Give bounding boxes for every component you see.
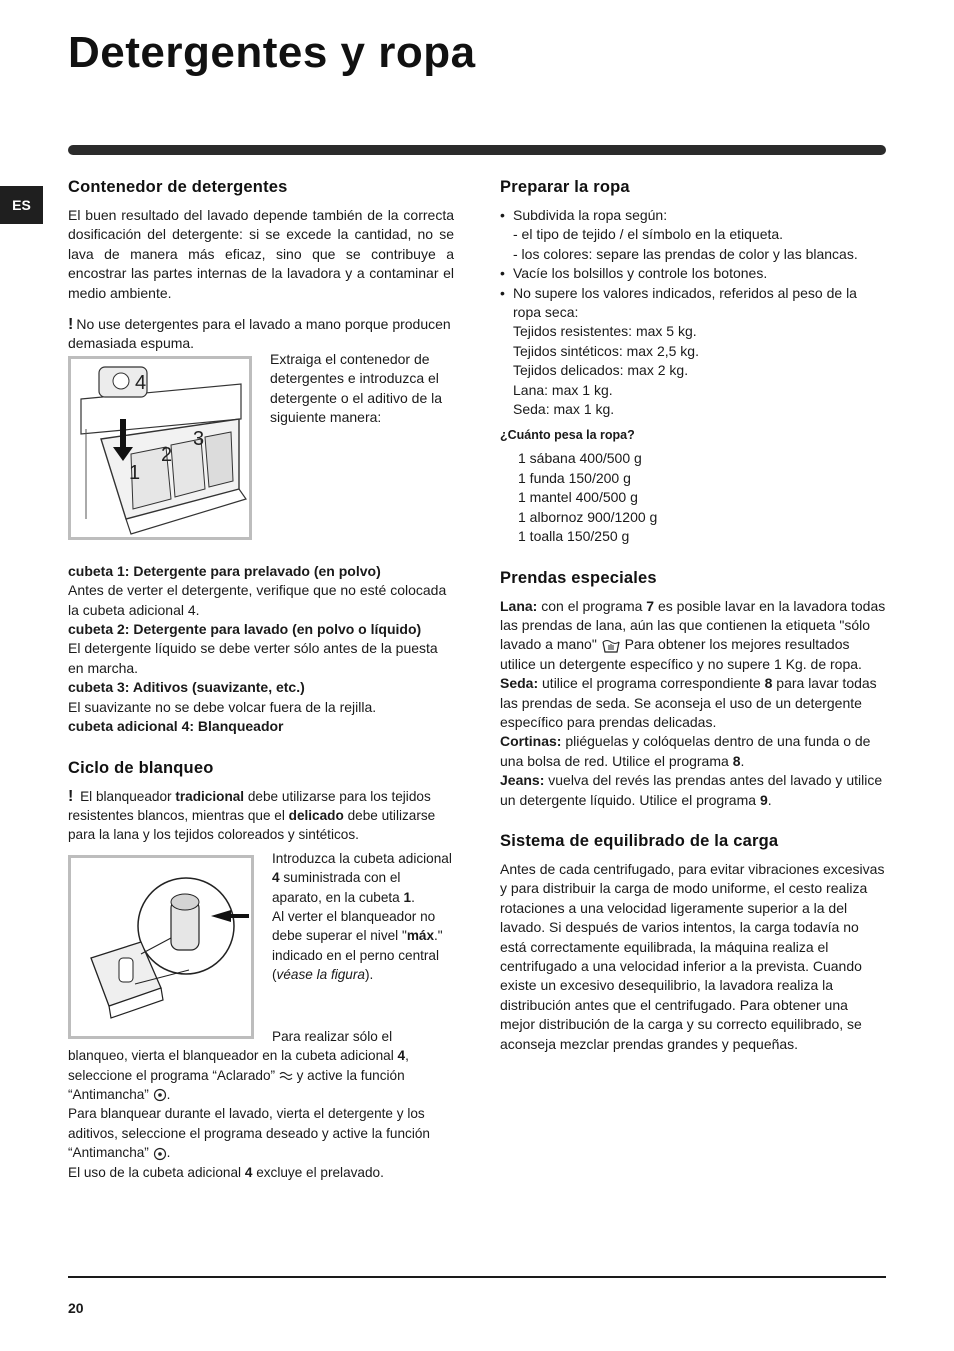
bleach-warning (68, 787, 454, 845)
weight-list (500, 449, 886, 546)
weight-item: 1 sábana 400/500 g (518, 450, 642, 467)
bleach-only-part: y active la función “Antimancha” (68, 1067, 405, 1102)
dispenser-figure-row (68, 350, 454, 540)
silk-label: Seda: (500, 675, 539, 692)
bleach-instruction (272, 849, 454, 1039)
jeans-part: vuelva del revés las prendas antes del lavado y utilice un detergente líquido. Utilice el programa (500, 772, 883, 808)
bleach-traditional: tradicional (175, 788, 245, 804)
jeans-program-num: 9 (759, 791, 768, 808)
load-balance-heading: Sistema de equilibrado de la carga (500, 831, 779, 850)
detergent-intro: El buen resultado del lavado depende también de la correcta dosificación del detergente: si se excede la cantidad, no se lava de manera más eficaz, sino que se contribuye a encostrar las partes internas de la lavadora y a contaminar el medio ambiente. (68, 207, 454, 301)
list-item (500, 206, 886, 264)
figure-label-4: 4 (135, 371, 147, 394)
detergent-container-heading: Contenedor de detergentes (68, 178, 288, 196)
bleach-instr-num: 1 (403, 889, 412, 905)
weight-item: 1 albornoz 900/1200 g (518, 508, 658, 525)
prepare-list (500, 206, 886, 419)
bleach-instr-part: suministrada con el aparato, en la cubeta (272, 870, 401, 905)
dispenser-instruction (270, 350, 454, 540)
header-rule (68, 145, 886, 155)
anti-stain-icon (153, 1147, 167, 1161)
dispenser-drawer-illustration (71, 359, 249, 537)
weight-limit: Tejidos sintéticos: max 2,5 kg. (513, 342, 699, 359)
bleach-during-part: Para blanquear durante el lavado, vierta el detergente y los aditivos, seleccione el programa deseado y active la función “Antimancha” (68, 1106, 430, 1161)
curtains-label: Cortinas: (500, 733, 562, 750)
curtains-part: pliéguelas y colóquelas dentro de una funda o de una bolsa de red. Utilice el programa (500, 733, 871, 769)
list-item (500, 284, 886, 420)
hand-wash-label-icon (601, 638, 621, 654)
weight-item: 1 toalla 150/250 g (518, 528, 630, 545)
cubeta2-text: El detergente líquido se debe verter sólo antes de la puesta en marcha. (68, 640, 438, 676)
wool-program-num: 7 (646, 597, 655, 614)
bleach-instr-part: Al verter el blanqueador no debe superar el nivel " (272, 908, 436, 944)
special-garments-heading: Prendas especiales (500, 568, 657, 587)
anti-stain-icon (153, 1088, 167, 1102)
special-curtains (500, 732, 886, 771)
prepare-bullet-2: Vacíe los bolsillos y controle los botones. (513, 265, 768, 282)
special-wool (500, 597, 886, 675)
bleach-during-wash (68, 1104, 454, 1162)
wool-label: Lana: (500, 597, 538, 614)
cubeta3-text: El suavizante no se debe volcar fuera de la rejilla. (68, 698, 377, 715)
right-column (500, 178, 886, 1054)
bleach-warning-part: El blanqueador (80, 788, 172, 804)
silk-part: utilice el programa correspondiente (542, 675, 761, 692)
special-garments-section (500, 569, 886, 810)
jeans-label: Jeans: (500, 772, 545, 789)
cubeta-descriptions (68, 562, 454, 737)
special-jeans (500, 771, 886, 810)
page-title: Detergentes y ropa (68, 28, 476, 77)
weight-limit: Seda: max 1 kg. (513, 401, 615, 418)
cubeta4-title: cubeta adicional 4: Blanqueador (68, 718, 284, 735)
bleach-max-label: máx (406, 928, 435, 944)
wool-part: con el programa (541, 597, 643, 614)
bleach-instr-part: ." indicado en el perno central ( (272, 928, 443, 983)
bleach-instr-part: Introduzca la cubeta adicional (272, 850, 452, 866)
bleach-only-part: , seleccione el programa “Aclarado” (68, 1048, 409, 1083)
load-balance-text: Antes de cada centrifugado, para evitar vibraciones excesivas y para distribuir la carga de modo uniforme, el cesto realiza rotaciones a una velocidad ligeramente superior a la del lavado. Si después de varios intentos, la carga todavía no está correctamente equilibrada, la máquina realiza el centrifugado a una velocidad inferior a la prevista. Cuando existe un excesivo desequilibrio, la lavadora realiza la distribución antes que el centrifugado. Para obtener una mejor distribución de la carga y su correcto equilibrado, se aconseja mezclar prendas grandes y pequeñas. (500, 860, 885, 1052)
bleach-delicate: delicado (288, 807, 344, 823)
bleach-warning-part: debe utilizarse para la lana y los tejidos coloreados y sintéticos. (68, 807, 436, 843)
prepare-laundry-heading: Preparar la ropa (500, 178, 630, 196)
figure-label-3: 3 (193, 427, 205, 450)
bleach-only-part: . (166, 1086, 171, 1102)
dispenser-instruction-text: Extraiga el contenedor de detergentes e introduzca el detergente o el aditivo de la siguiente manera: (270, 350, 443, 426)
cubeta1-text: Antes de verter el detergente, verifique que no esté colocada la cubeta adicional 4. (68, 582, 447, 618)
prepare-bullet-3: No supere los valores indicados, referidos al peso de la ropa seca: (513, 284, 857, 321)
weight-item: 1 mantel 400/500 g (518, 489, 638, 506)
weight-limit: Lana: max 1 kg. (513, 381, 613, 398)
bleach-instr-part: . (411, 889, 415, 905)
bleach-only-num: 4 (397, 1048, 406, 1064)
special-silk (500, 674, 886, 732)
bleach-instr-part: ). (364, 967, 374, 983)
bleach-during-part: . (166, 1145, 171, 1161)
dispenser-figure (68, 356, 252, 540)
bleach-excludes-prewash (68, 1163, 454, 1182)
detergent-warning-text: No use detergentes para el lavado a mano porque producen demasiada espuma. (68, 316, 451, 352)
weight-limit: Tejidos resistentes: max 5 kg. (513, 323, 697, 340)
bleach-excl-num: 4 (244, 1164, 253, 1180)
weight-limit: Tejidos delicados: max 2 kg. (513, 362, 689, 379)
cubeta3-title: cubeta 3: Aditivos (suavizante, etc.) (68, 679, 305, 696)
rinse-program-icon (279, 1069, 293, 1083)
prepare-sub-2: - los colores: separe las prendas de color y las blancas. (513, 245, 858, 262)
page-number: 20 (68, 1300, 84, 1316)
cubeta1-title: cubeta 1: Detergente para prelavado (en polvo) (68, 562, 381, 579)
figure-label-1: 1 (129, 461, 141, 484)
bleach-cycle-section (68, 759, 454, 1182)
cubeta2-title: cubeta 2: Detergente para lavado (en polvo o líquido) (68, 621, 422, 638)
figure-label-2: 2 (161, 443, 173, 466)
bleach-figure (68, 855, 254, 1039)
left-column (68, 178, 454, 1182)
bleach-compartment-illustration (71, 858, 251, 1036)
jeans-part: . (767, 791, 772, 808)
footer-rule (68, 1276, 886, 1278)
prepare-sub-1: - el tipo de tejido / el símbolo en la etiqueta. (513, 226, 784, 243)
wool-part: Para obtener los mejores resultados utilice un detergente específico y no supere 1 Kg. de ropa. (500, 636, 862, 672)
weight-question-heading: ¿Cuánto pesa la ropa? (500, 428, 635, 443)
silk-part: para lavar todas las prendas de seda. Se aconseja el uso de un detergente específico para prendas delicadas. (500, 675, 877, 730)
list-item (500, 264, 886, 283)
silk-program-num: 8 (764, 675, 773, 692)
load-balance-section (500, 832, 886, 1054)
bleach-warning-part: debe utilizarse para los tejidos resistentes blancos, mientras que el (68, 788, 431, 823)
weight-item: 1 funda 150/200 g (518, 469, 631, 486)
language-tab: ES (0, 186, 43, 224)
prepare-bullet-1: Subdivida la ropa según: (513, 207, 668, 223)
bleach-instruction-text (272, 849, 454, 985)
bleach-figure-row (68, 849, 454, 1039)
bleach-instr-num: 4 (272, 870, 280, 886)
bleach-see-figure: véase la figura (276, 967, 365, 983)
bleach-excl-part: excluye el prelavado. (256, 1164, 384, 1180)
wool-part: es posible lavar en la lavadora todas las prendas de lana, aún las que contienen la etiqueta "sólo lavado a mano" (500, 597, 886, 653)
warning-mark: ! (68, 787, 74, 805)
bleach-cycle-heading: Ciclo de blanqueo (68, 758, 214, 777)
curtains-part: . (740, 752, 745, 769)
bleach-excl-part: El uso de la cubeta adicional (68, 1164, 242, 1180)
bleach-only-part: Para realizar sólo el blanqueo, vierta el blanqueador en la cubeta adicional (68, 1028, 394, 1064)
detergent-warning (68, 315, 454, 354)
warning-mark: ! (68, 316, 74, 334)
curtains-program-num: 8 (732, 752, 741, 769)
